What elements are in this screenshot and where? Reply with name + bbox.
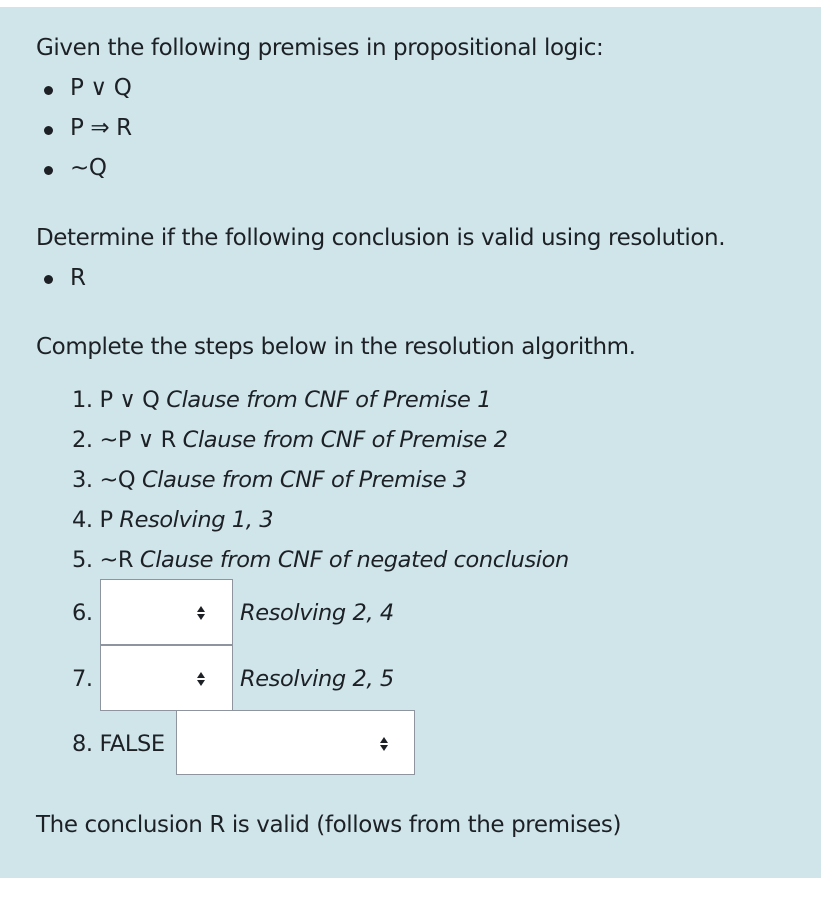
conclusion: R xyxy=(70,265,86,291)
step-expr: P xyxy=(99,507,113,533)
select-arrows-icon xyxy=(380,737,388,751)
select-arrows-icon xyxy=(197,606,205,620)
step-4 xyxy=(72,507,273,533)
step-expr: ~Q xyxy=(99,467,136,493)
step-5 xyxy=(72,547,569,573)
step-reason: Resolving 1, 3 xyxy=(119,507,274,533)
premise-1: P ∨ Q xyxy=(70,75,132,101)
bullet-icon xyxy=(44,275,53,284)
step-reason: Clause from CNF of Premise 3 xyxy=(141,467,467,493)
bullet-icon xyxy=(44,126,53,135)
premise-3: ~Q xyxy=(70,155,107,181)
step-3 xyxy=(72,467,467,493)
step-reason: Clause from CNF of negated conclusion xyxy=(139,547,569,573)
bullet-icon xyxy=(44,166,53,175)
step-8-select[interactable] xyxy=(176,710,415,775)
step-number: 2. xyxy=(72,427,93,453)
step-number: 8. xyxy=(72,731,93,757)
step-expr: FALSE xyxy=(99,731,165,757)
step-number: 3. xyxy=(72,467,93,493)
instructions-text: Complete the steps below in the resolution algorithm. xyxy=(36,334,636,360)
step-reason: Clause from CNF of Premise 1 xyxy=(166,387,492,413)
premise-2: P ⇒ R xyxy=(70,115,132,141)
step-reason: Clause from CNF of Premise 2 xyxy=(182,427,508,453)
select-arrows-icon xyxy=(197,672,205,686)
step-7-reason: Resolving 2, 5 xyxy=(240,666,394,692)
result-text: The conclusion R is valid (follows from the premises) xyxy=(36,812,622,838)
step-number: 5. xyxy=(72,547,93,573)
step-6-number: 6. xyxy=(72,600,93,626)
step-number: 1. xyxy=(72,387,93,413)
step-number: 4. xyxy=(72,507,93,533)
step-2 xyxy=(72,427,508,453)
step-7-number: 7. xyxy=(72,666,93,692)
step-6-reason: Resolving 2, 4 xyxy=(240,600,394,626)
step-8 xyxy=(72,731,165,757)
intro-text: Given the following premises in propositional logic: xyxy=(36,35,604,61)
step-7-select[interactable] xyxy=(100,645,233,711)
step-1 xyxy=(72,387,491,413)
step-expr: ~P ∨ R xyxy=(99,427,176,453)
bullet-icon xyxy=(44,86,53,95)
step-expr: P ∨ Q xyxy=(99,387,160,413)
determine-text: Determine if the following conclusion is valid using resolution. xyxy=(36,225,726,251)
step-6-select[interactable] xyxy=(100,579,233,645)
question-panel xyxy=(0,7,821,878)
step-expr: ~R xyxy=(99,547,134,573)
